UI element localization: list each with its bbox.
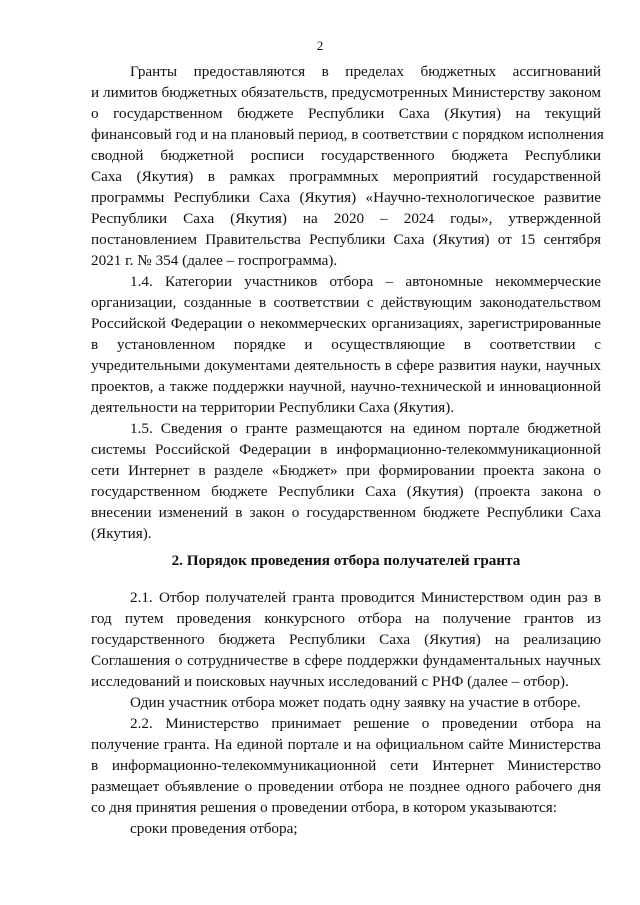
- text-line: год путем проведения конкурсного отбора на получение грантов из: [91, 610, 601, 627]
- text-line: и лимитов бюджетных обязательств, предусмотренных Министерству законом: [91, 84, 601, 101]
- text-line: государственном бюджете Республики Саха (Якутия) (проекта закона о: [91, 483, 601, 500]
- text-line: Российской Федерации о некоммерческих организациях, зарегистрированные: [91, 315, 601, 332]
- text-line: финансовый год и на плановый период, в соответствии с порядком исполнения: [91, 126, 604, 143]
- text-line: Один участник отбора может подать одну заявку на участие в отборе.: [130, 694, 581, 711]
- text-line: 2.2. Министерство принимает решение о проведении отбора на: [130, 715, 601, 732]
- text-line: 2021 г. № 354 (далее – госпрограмма).: [91, 252, 338, 269]
- text-line: сводной бюджетной росписи государственного бюджета Республики: [91, 147, 601, 164]
- text-line: Республики Саха (Якутия) на 2020 – 2024 годы», утвержденной: [91, 210, 601, 227]
- text-line: внесении изменений в закон о государственном бюджете Республики Саха: [91, 504, 601, 521]
- text-line: 2.1. Отбор получателей гранта проводится Министерством один раз в: [130, 589, 601, 606]
- text-line: Соглашения о сотрудничестве в сфере поддержки фундаментальных научных: [91, 652, 601, 669]
- page-number: 2: [316, 38, 324, 53]
- text-line: со дня принятия решения о проведении отбора, в котором указываются:: [91, 799, 557, 816]
- text-line: системы Российской Федерации в информационно-телекоммуникационной: [91, 441, 601, 458]
- text-line: размещает объявление о проведении отбора не позднее одного рабочего дня: [91, 778, 601, 795]
- text-line: в установленном порядке и осуществляющие в соответствии с: [91, 336, 601, 353]
- text-line: учредительными документами деятельность в сфере развития науки, научных: [91, 357, 601, 374]
- text-line: (Якутия).: [91, 525, 152, 542]
- text-line: программы Республики Саха (Якутия) «Научно-технологическое развитие: [91, 189, 601, 206]
- text-line: деятельности на территории Республики Саха (Якутия).: [91, 399, 455, 416]
- text-line: получение гранта. На единой портале и на официальном сайте Министерства: [91, 736, 601, 753]
- text-line: проектов, а также поддержки научной, научно-технической и инновационной: [91, 378, 601, 395]
- text-line: организации, созданные в соответствии с действующим законодательством: [91, 294, 601, 311]
- text-line: 1.5. Сведения о гранте размещаются на едином портале бюджетной: [130, 420, 601, 437]
- text-line: Саха (Якутия) в рамках программных мероприятий государственной: [91, 168, 601, 185]
- text-line: Гранты предоставляются в пределах бюджетных ассигнований: [130, 63, 601, 80]
- text-line: сроки проведения отбора;: [130, 820, 298, 837]
- text-line: о государственном бюджете Республики Саха (Якутия) на текущий: [91, 105, 601, 122]
- text-line: 1.4. Категории участников отбора – автономные некоммерческие: [130, 273, 601, 290]
- text-line: государственного бюджета Республики Саха (Якутия) на реализацию: [91, 631, 601, 648]
- text-line: сети Интернет в разделе «Бюджет» при формировании проекта закона о: [91, 462, 601, 479]
- text-line: исследований и поисковых научных исследований с РНФ (далее – отбор).: [91, 673, 569, 690]
- section-heading: 2. Порядок проведения отбора получателей гранта: [171, 552, 521, 569]
- text-line: в информационно-телекоммуникационной сети Интернет Министерство: [91, 757, 601, 774]
- text-line: постановлением Правительства Республики Саха (Якутия) от 15 сентября: [91, 231, 601, 248]
